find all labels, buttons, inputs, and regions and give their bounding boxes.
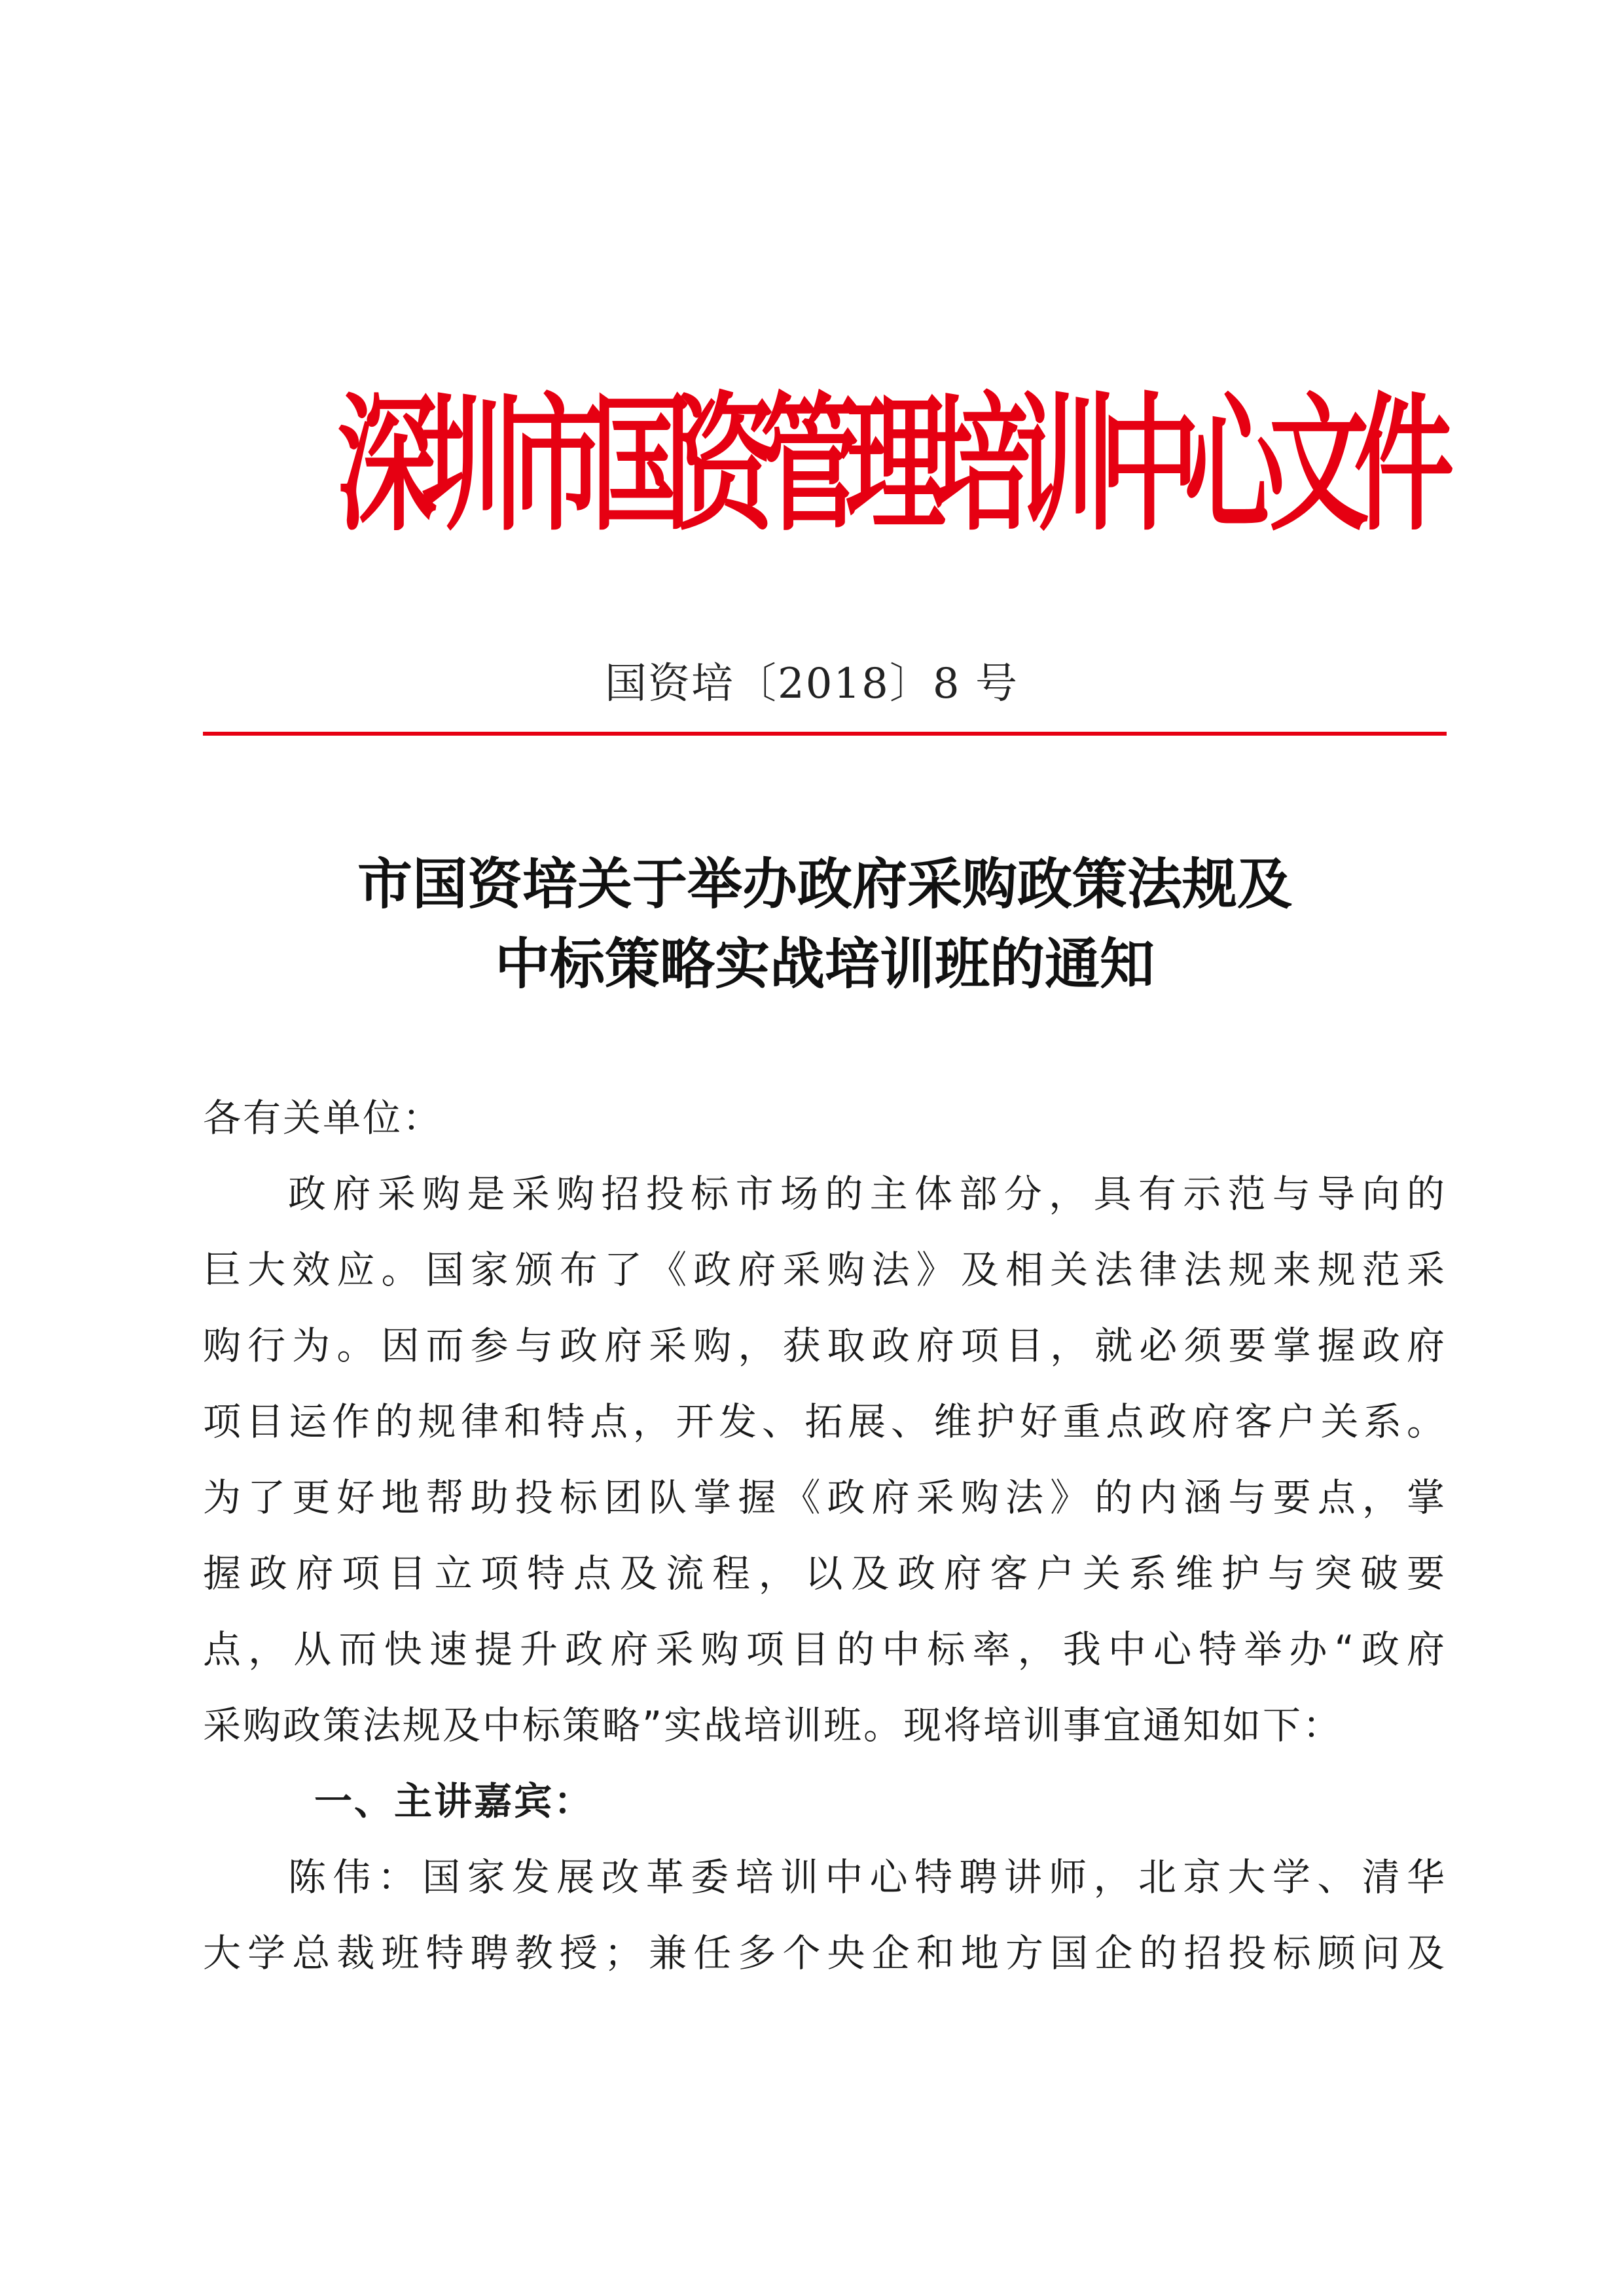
paragraph-line: 大学总裁班特聘教授；兼任多个央企和地方国企的招投标顾问及 xyxy=(203,1931,1447,1975)
paragraph-line: 握政府项目立项特点及流程，以及政府客户关系维护与突破要 xyxy=(203,1551,1447,1596)
paragraph-line: 点，从而快速提升政府采购项目的中标率，我中心特举办“政府 xyxy=(203,1627,1447,1672)
notice-title-line: 中标策略实战培训班的通知 xyxy=(494,931,1155,996)
paragraph-line: 购行为。因而参与政府采购，获取政府项目，就必须要掌握政府 xyxy=(203,1323,1447,1368)
masthead-title: 深圳市国资管理培训中心文件 xyxy=(336,378,1439,552)
paragraph-line: 政府采购是采购招投标市场的主体部分，具有示范与导向的 xyxy=(288,1172,1447,1216)
notice-body xyxy=(203,1080,1447,1991)
section-heading-speakers: 一、主讲嘉宾： xyxy=(314,1779,594,1823)
paragraph-line: 项目运作的规律和特点，开发、拓展、维护好重点政府客户关系。 xyxy=(203,1399,1447,1444)
document-number: 国资培〔2018〕8 号 xyxy=(605,660,1019,708)
speaker-paragraph xyxy=(203,1839,1447,1991)
paragraph-line: 为了更好地帮助投标团队掌握《政府采购法》的内涵与要点，掌 xyxy=(203,1475,1447,1520)
intro-paragraph xyxy=(203,1156,1447,1763)
red-separator-line xyxy=(203,732,1447,736)
notice-title-line: 市国资培关于举办政府采购政策法规及 xyxy=(357,852,1292,916)
salutation: 各有关单位： xyxy=(203,1096,443,1140)
paragraph-line: 巨大效应。国家颁布了《政府采购法》及相关法律法规来规范采 xyxy=(203,1247,1447,1292)
paragraph-line: 陈伟：国家发展改革委培训中心特聘讲师，北京大学、清华 xyxy=(288,1855,1447,1899)
notice-title xyxy=(203,844,1447,1004)
paragraph-line: 采购政策法规及中标策略”实战培训班。现将培训事宜通知如下： xyxy=(203,1703,1343,1748)
